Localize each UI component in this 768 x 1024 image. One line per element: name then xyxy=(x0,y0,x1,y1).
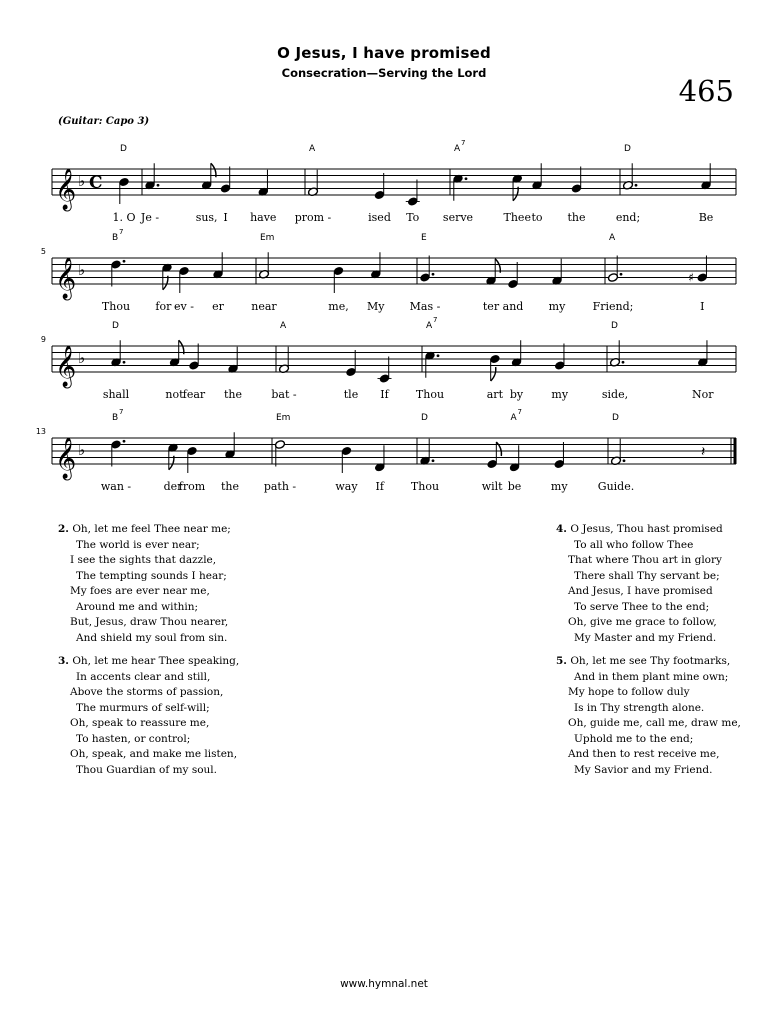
augmentation-dot xyxy=(123,361,126,364)
lyric-syllable: not xyxy=(165,388,184,401)
lyric-syllable: path - xyxy=(263,480,297,493)
note-flag xyxy=(491,367,496,381)
lyric-syllable: Thou xyxy=(101,300,131,313)
augmentation-dot xyxy=(123,440,126,443)
chord-symbol: D xyxy=(421,413,428,423)
verse-line: 3. Oh, let me hear Thee speaking, xyxy=(58,655,240,667)
lyric-syllable: Be xyxy=(698,211,714,224)
verse-line: Uphold me to the end; xyxy=(574,732,694,745)
lyric-syllable: Guide. xyxy=(597,480,635,493)
lyric-syllable: 1. O xyxy=(112,211,136,224)
lyric-syllable: the xyxy=(567,211,586,224)
chord-symbol: A xyxy=(454,144,461,154)
chord-symbol: A xyxy=(510,413,517,423)
verse-line: To serve Thee to the end; xyxy=(574,600,710,613)
augmentation-dot xyxy=(157,184,160,187)
lyric-syllable: by xyxy=(509,388,524,401)
augmentation-dot xyxy=(623,459,626,462)
verse-line: That where Thou art in glory xyxy=(568,554,722,566)
chord-symbol: E xyxy=(421,233,427,243)
lyric-syllable: Thou xyxy=(415,388,445,401)
sheet-music xyxy=(0,0,768,510)
hymn-number: 465 xyxy=(678,74,734,108)
augmentation-dot xyxy=(123,260,126,263)
treble-clef-icon: 𝄞 xyxy=(55,258,77,299)
hymn-subtitle: Consecration—Serving the Lord xyxy=(281,66,487,80)
lyric-syllable: Thee xyxy=(503,211,531,224)
lyric-syllable: My xyxy=(367,300,385,313)
lyric-syllable: I xyxy=(700,300,705,313)
verse-line: My hope to follow duly xyxy=(568,686,690,698)
augmentation-dot xyxy=(437,354,440,357)
lyric-syllable: the xyxy=(223,388,243,401)
augmentation-dot xyxy=(635,184,638,187)
verse-line: And Jesus, I have promised xyxy=(568,585,713,597)
lyric-syllable: have xyxy=(250,211,277,224)
hymn-title: O Jesus, I have promised xyxy=(277,44,491,62)
key-signature-flat-icon: ♭ xyxy=(78,441,86,459)
lyric-syllable: from xyxy=(178,480,206,493)
lyric-syllable: prom - xyxy=(294,211,332,224)
verse-line: Oh, speak, and make me listen, xyxy=(70,748,238,760)
chord-symbol: D xyxy=(612,413,619,423)
chord-symbol: A xyxy=(280,321,287,331)
lyric-syllable: der xyxy=(163,480,183,493)
verse-line: But, Jesus, draw Thou nearer, xyxy=(70,616,229,628)
augmentation-dot xyxy=(620,273,623,276)
measure-number: 13 xyxy=(35,427,46,436)
lyric-syllable: the xyxy=(220,480,240,493)
quarter-rest-icon: 𝄽 xyxy=(701,444,706,460)
lyric-syllable: ev - xyxy=(174,300,194,313)
lyric-syllable: bat - xyxy=(271,388,297,401)
lyric-syllable: tle xyxy=(343,388,359,401)
treble-clef-icon: 𝄞 xyxy=(55,169,77,210)
lyric-syllable: side, xyxy=(601,388,629,401)
chord-symbol: B xyxy=(112,233,119,243)
footer-site[interactable]: www.hymnal.net xyxy=(340,978,428,990)
verse-line: My Master and my Friend. xyxy=(574,631,717,644)
verse-line: And in them plant mine own; xyxy=(574,670,729,683)
verse-line: 4. O Jesus, Thou hast promised xyxy=(556,523,723,535)
chord-symbol: A xyxy=(609,233,616,243)
lyric-syllable: sus, xyxy=(195,211,218,224)
verse-line: 5. Oh, let me see Thy footmarks, xyxy=(556,655,731,667)
lyric-syllable: to xyxy=(531,211,543,224)
treble-clef-icon: 𝄞 xyxy=(55,346,77,387)
chord-extension: 7 xyxy=(517,408,522,416)
key-signature-flat-icon: ♭ xyxy=(78,261,86,279)
lyric-syllable: Je - xyxy=(140,211,160,224)
key-signature-flat-icon: ♭ xyxy=(78,172,86,190)
chord-extension: 7 xyxy=(119,408,124,416)
verse-2 xyxy=(58,522,231,646)
chord-symbol: D xyxy=(611,321,618,331)
lyric-syllable: I xyxy=(223,211,228,224)
chord-symbol: D xyxy=(112,321,119,331)
chord-extension: 7 xyxy=(433,316,438,324)
lyric-syllable: Thou xyxy=(410,480,440,493)
augmentation-dot xyxy=(465,177,468,180)
chord-extension: 7 xyxy=(461,139,466,147)
lyric-syllable: Friend; xyxy=(592,300,634,313)
verse-line: I see the sights that dazzle, xyxy=(70,554,217,566)
verse-line: To all who follow Thee xyxy=(574,538,694,551)
lyric-syllable: and xyxy=(502,300,524,313)
lyric-syllable: serve xyxy=(442,211,474,224)
time-signature: C xyxy=(89,173,103,193)
lyric-syllable: way xyxy=(335,480,358,493)
augmentation-dot xyxy=(622,361,625,364)
guitar-capo-note: (Guitar: Capo 3) xyxy=(58,116,150,127)
verse-line: Oh, give me grace to follow, xyxy=(568,616,717,628)
chord-symbol: A xyxy=(309,144,316,154)
lyric-syllable: fear xyxy=(182,388,206,401)
measure-number: 5 xyxy=(40,247,46,256)
verse-line: Above the storms of passion, xyxy=(70,686,224,698)
verse-line: Around me and within; xyxy=(76,600,199,613)
verse-line: There shall Thy servant be; xyxy=(574,569,720,582)
measure-number: 9 xyxy=(40,335,46,344)
lyric-syllable: art xyxy=(486,388,503,401)
lyric-syllable: for - xyxy=(155,300,179,313)
chord-symbol: Em xyxy=(276,413,291,423)
verse-line: And then to rest receive me, xyxy=(568,748,720,760)
lyric-syllable: be xyxy=(507,480,522,493)
lyric-syllable: ter xyxy=(482,300,500,313)
verse-line: My Savior and my Friend. xyxy=(574,763,713,776)
treble-clef-icon: 𝄞 xyxy=(55,438,77,479)
lyric-syllable: my xyxy=(550,480,568,493)
verse-line: Is in Thy strength alone. xyxy=(574,701,705,714)
verse-line: The tempting sounds I hear; xyxy=(76,569,227,582)
augmentation-dot xyxy=(432,459,435,462)
chord-symbol: B xyxy=(112,413,119,423)
verse-line: In accents clear and still, xyxy=(76,670,211,683)
lyric-syllable: If xyxy=(380,388,389,401)
lyric-syllable: Mas - xyxy=(409,300,441,313)
lyric-syllable: my xyxy=(548,300,566,313)
verse-line: 2. Oh, let me feel Thee near me; xyxy=(58,523,231,535)
lyric-syllable: Nor xyxy=(691,388,714,401)
sharp-accidental-icon: ♯ xyxy=(688,270,695,285)
verse-3 xyxy=(58,654,239,778)
lyric-syllable: near xyxy=(251,300,277,313)
lyric-syllable: wilt xyxy=(481,480,503,493)
verse-line: And shield my soul from sin. xyxy=(76,631,228,644)
verse-line: My foes are ever near me, xyxy=(70,585,210,597)
verse-line: To hasten, or control; xyxy=(76,732,191,745)
verse-line: The world is ever near; xyxy=(76,538,200,551)
verse-4 xyxy=(556,522,723,646)
chord-extension: 7 xyxy=(119,228,124,236)
lyric-syllable: end; xyxy=(615,211,641,224)
lyric-syllable: er xyxy=(212,300,224,313)
lyric-syllable: my xyxy=(551,388,569,401)
lyric-syllable: ised xyxy=(368,211,391,224)
lyric-syllable: shall xyxy=(102,388,130,401)
augmentation-dot xyxy=(432,273,435,276)
verse-line: Oh, guide me, call me, draw me, xyxy=(568,717,741,729)
key-signature-flat-icon: ♭ xyxy=(78,349,86,367)
verse-line: The murmurs of self-will; xyxy=(76,701,210,714)
chord-symbol: A xyxy=(426,321,433,331)
chord-symbol: D xyxy=(624,144,631,154)
chord-symbol: D xyxy=(120,144,127,154)
lyric-syllable: If xyxy=(375,480,384,493)
lyric-syllable: To xyxy=(406,211,420,224)
verse-5 xyxy=(556,654,741,778)
verse-line: Oh, speak to reassure me, xyxy=(70,717,210,729)
verse-line: Thou Guardian of my soul. xyxy=(76,763,217,776)
lyric-syllable: wan - xyxy=(100,480,132,493)
lyric-syllable: me, xyxy=(328,300,349,313)
chord-symbol: Em xyxy=(260,233,275,243)
